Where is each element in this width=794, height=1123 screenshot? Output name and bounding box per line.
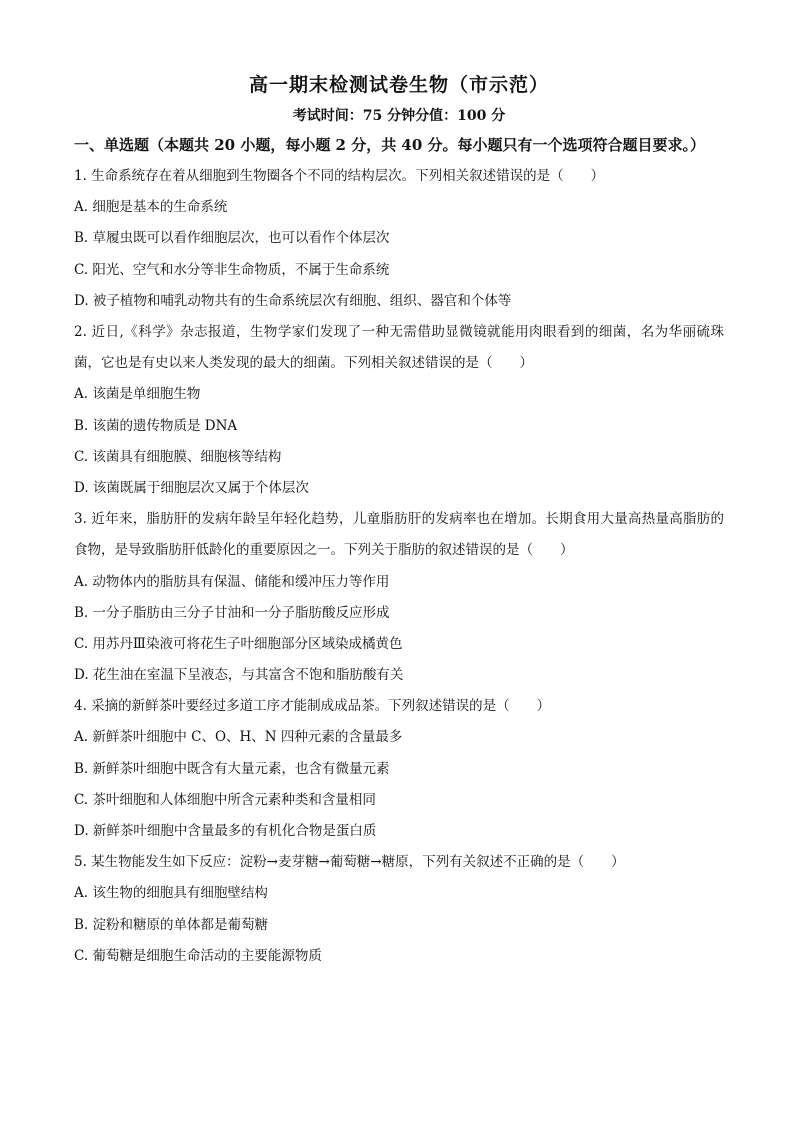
option-d: D. 被子植物和哺乳动物共有的生命系统层次有细胞、组织、器官和个体等 (74, 292, 512, 309)
option-a: A. 新鲜茶叶细胞中 C、O、H、N 四种元素的含量最多 (74, 729, 403, 746)
option-d: D. 新鲜茶叶细胞中含量最多的有机化合物是蛋白质 (74, 823, 377, 840)
question-3 (74, 504, 724, 691)
question-stem: 5. 某生物能发生如下反应：淀粉→麦芽糖→葡萄糖→糖原，下列有关叙述不正确的是（ ） (74, 854, 625, 871)
option-c: C. 葡萄糖是细胞生命活动的主要能源物质 (74, 947, 322, 964)
exam-meta: 考试时间：75 分钟分值：100 分 (292, 108, 506, 124)
option-b: B. 该菌的遗传物质是 DNA (74, 417, 238, 434)
option-a: A. 该菌是单细胞生物 (74, 386, 201, 403)
section-heading: 一、单选题（本题共 20 小题，每小题 2 分，共 40 分。每小题只有一个选项符合题目要求。） (74, 136, 706, 154)
question-stem: 3. 近年来，脂肪肝的发病年龄呈年轻化趋势，儿童脂肪肝的发病率也在增加。长期食用大量高热量高脂肪的食物，是导致脂肪肝低龄化的重要原因之一。下列关于脂肪的叙述错误的是（ ） (74, 511, 724, 559)
question-4 (74, 691, 724, 847)
exam-title: 高一期末检测试卷生物（市示范） (248, 74, 549, 96)
option-d: D. 花生油在室温下呈液态，与其富含不饱和脂肪酸有关 (74, 667, 404, 684)
option-b: B. 一分子脂肪由三分子甘油和一分子脂肪酸反应形成 (74, 604, 390, 621)
question-stem: 4. 采摘的新鲜茶叶要经过多道工序才能制成成品茶。下列叙述错误的是（ ） (74, 698, 551, 715)
question-stem: 2. 近日,《科学》杂志报道，生物学家们发现了一种无需借助显微镜就能用肉眼看到的细菌，名为华丽硫珠菌，它也是有史以来人类发现的最大的细菌。下列相关叙述错误的是（ ） (74, 323, 724, 372)
option-a: A. 细胞是基本的生命系统 (74, 199, 228, 216)
option-a: A. 动物体内的脂肪具有保温、储能和缓冲压力等作用 (74, 573, 390, 590)
option-c: C. 茶叶细胞和人体细胞中所含元素种类和含量相同 (74, 791, 376, 808)
option-b: B. 新鲜茶叶细胞中既含有大量元素，也含有微量元素 (74, 760, 390, 777)
option-b: B. 草履虫既可以看作细胞层次，也可以看作个体层次 (74, 230, 390, 247)
question-stem: 1. 生命系统存在着从细胞到生物圈各个不同的结构层次。下列相关叙述错误的是（ ） (74, 168, 605, 184)
question-1 (74, 161, 724, 317)
question-5 (74, 847, 724, 972)
option-b: B. 淀粉和糖原的单体都是葡萄糖 (74, 916, 269, 933)
option-a: A. 该生物的细胞具有细胞壁结构 (74, 885, 268, 902)
question-2 (74, 317, 724, 504)
option-c: C. 阳光、空气和水分等非生命物质，不属于生命系统 (74, 261, 390, 278)
option-c: C. 用苏丹Ⅲ染液可将花生子叶细胞部分区域染成橘黄色 (74, 635, 403, 652)
option-c: C. 该菌具有细胞膜、细胞核等结构 (74, 448, 282, 465)
option-d: D. 该菌既属于细胞层次又属于个体层次 (74, 479, 309, 496)
